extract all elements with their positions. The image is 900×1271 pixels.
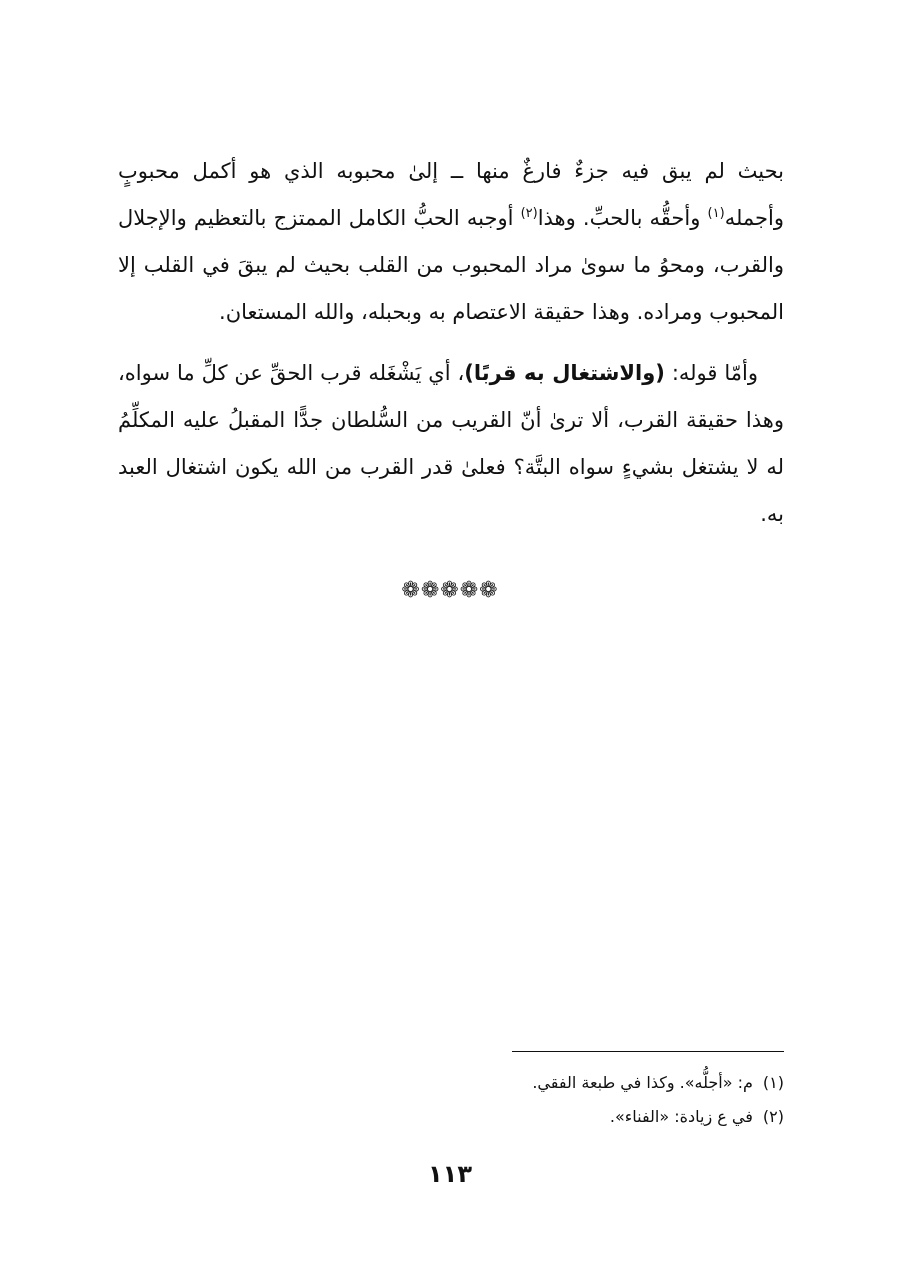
paragraph-2 (118, 350, 784, 538)
footnote-ref-1: (١) (707, 206, 725, 221)
page-number: ١١٣ (428, 1160, 472, 1188)
footnote-2-text: في ع زيادة: «الفناء». (609, 1107, 753, 1126)
paragraph-1-text-b: وأحقُّه بالحبِّ. وهذا (537, 206, 708, 230)
footnote-2 (300, 1100, 784, 1134)
footnote-1 (300, 1066, 784, 1100)
paragraph-1-text-c: أوجبه الحبُّ الكامل الممتزج بالتعظيم والإجلال والقرب، ومحوُ ما سوىٰ مراد المحبوب من القلب بحيث لم يبقَ في القلب إلا المحبوب ومراده. وهذا حقيقة الاعتصام به وبحبله، والله المستعان. (118, 206, 784, 324)
footnote-ref-2: (٢) (520, 206, 538, 221)
paragraph-2-quote: (والاشتغال به قربًا) (464, 361, 665, 385)
main-text (118, 148, 784, 538)
footnotes (300, 1066, 784, 1134)
footnote-1-number: (١) (762, 1073, 784, 1092)
footnote-2-number: (٢) (762, 1107, 784, 1126)
footnote-separator (512, 1051, 784, 1052)
section-ornament: ❁❁❁❁❁ (401, 578, 499, 603)
paragraph-2-rest: ، أي يَشْغَله قرب الحقِّ عن كلِّ ما سواه، وهذا حقيقة القرب، ألا ترىٰ أنّ القريب من السُّلطان جدًّا المقبلُ عليه المكلِّمُ له لا يشتغل بشيءٍ سواه البتَّة؟ فعلىٰ قدر القرب من الله يكون اشتغال العبد به. (118, 361, 784, 526)
paragraph-1-text-a: بحيث لم يبق فيه جزءٌ فارغٌ منها ــ إلىٰ محبوبه الذي هو أكمل محبوبٍ وأجمله (118, 159, 784, 230)
footnote-1-text: م: «أجلُّه». وكذا في طبعة الفقي. (532, 1073, 753, 1092)
paragraph-1 (118, 148, 784, 336)
paragraph-2-lead: وأمّا قوله: (664, 361, 758, 385)
